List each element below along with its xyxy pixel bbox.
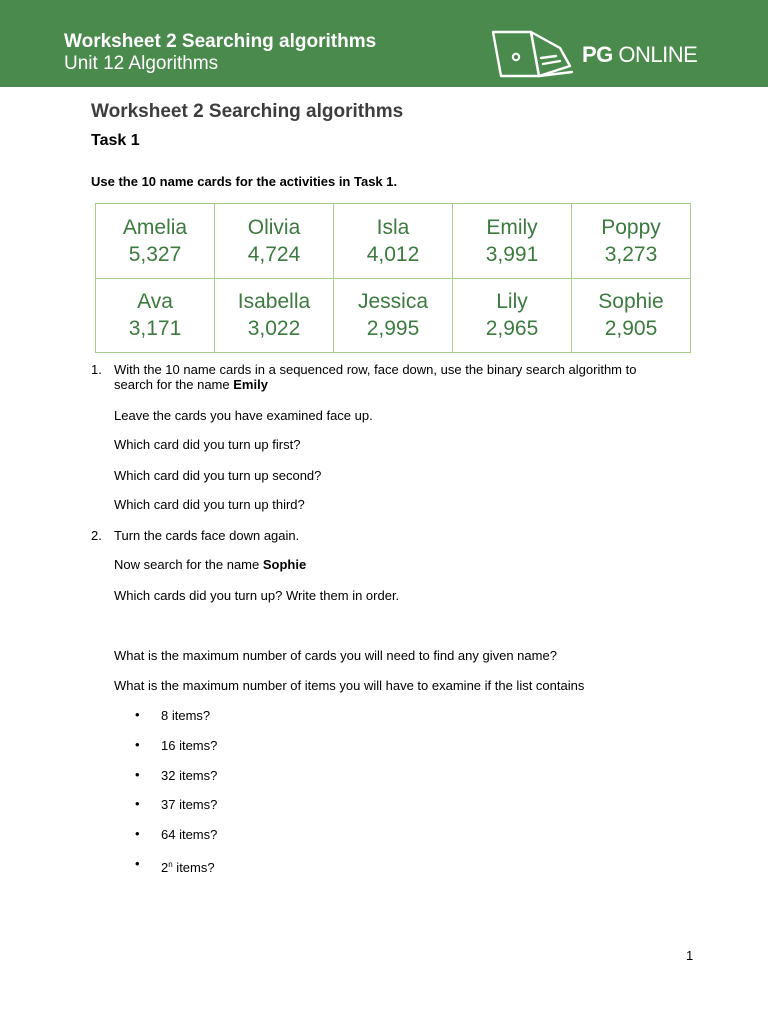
list-item: 8 items? xyxy=(161,708,211,723)
question-1-line-1: With the 10 name cards in a sequenced row, face down, use the binary search algorithm to xyxy=(114,362,637,377)
question-number: 1. xyxy=(91,362,102,377)
question-2-which: Which cards did you turn up? Write them in order. xyxy=(114,588,400,603)
bullet: • xyxy=(135,796,140,811)
cards-row xyxy=(96,278,691,353)
list-item: 37 items? xyxy=(161,797,218,812)
bullet: • xyxy=(135,767,140,782)
name-card: Jessica 2,995 xyxy=(334,278,453,353)
question-1-second: Which card did you turn up second? xyxy=(114,468,322,483)
logo-text: PG ONLINE xyxy=(582,42,698,67)
question-1-third: Which card did you turn up third? xyxy=(114,497,305,512)
bullet: • xyxy=(135,856,140,871)
question-1-leave: Leave the cards you have examined face up. xyxy=(114,408,373,423)
question-1-line-2: search for the name Emily xyxy=(114,377,268,392)
name-card: Amelia 5,327 xyxy=(96,204,215,279)
name-card: Emily 3,991 xyxy=(453,204,572,279)
name-card: Lily 2,965 xyxy=(453,278,572,353)
cards-row xyxy=(96,204,691,279)
list-item: 32 items? xyxy=(161,768,218,783)
document-title: Worksheet 2 Searching algorithms xyxy=(91,101,404,122)
name-cards-table xyxy=(95,203,691,353)
question-2-line-1: Turn the cards face down again. xyxy=(114,528,300,543)
header-title: Worksheet 2 Searching algorithms xyxy=(64,31,377,52)
task-intro: Use the 10 name cards for the activities in Task 1. xyxy=(91,174,398,189)
page-number: 1 xyxy=(686,948,694,963)
name-card: Ava 3,171 xyxy=(96,278,215,353)
name-card: Sophie 2,905 xyxy=(572,278,691,353)
bullet: • xyxy=(135,826,140,841)
name-card: Isabella 3,022 xyxy=(215,278,334,353)
bullet: • xyxy=(135,737,140,752)
question-2-max-cards: What is the maximum number of cards you will need to find any given name? xyxy=(114,648,557,663)
list-item: 2$^n$ items? xyxy=(161,860,215,875)
name-card: Isla 4,012 xyxy=(334,204,453,279)
list-item: 64 items? xyxy=(161,827,218,842)
pg-online-logo xyxy=(490,28,710,82)
question-2-now: Now search for the name Sophie xyxy=(114,557,307,572)
task-title: Task 1 xyxy=(91,132,140,149)
header-subtitle: Unit 12 Algorithms xyxy=(64,53,219,74)
name-card: Poppy 3,273 xyxy=(572,204,691,279)
bullet: • xyxy=(135,707,140,722)
page-header xyxy=(0,0,768,87)
list-item: 16 items? xyxy=(161,738,218,753)
question-2-max-items: What is the maximum number of items you will have to examine if the list contains xyxy=(114,678,585,693)
laptop-icon xyxy=(490,28,576,82)
question-number: 2. xyxy=(91,528,102,543)
question-1-first: Which card did you turn up first? xyxy=(114,437,301,452)
name-card: Olivia 4,724 xyxy=(215,204,334,279)
